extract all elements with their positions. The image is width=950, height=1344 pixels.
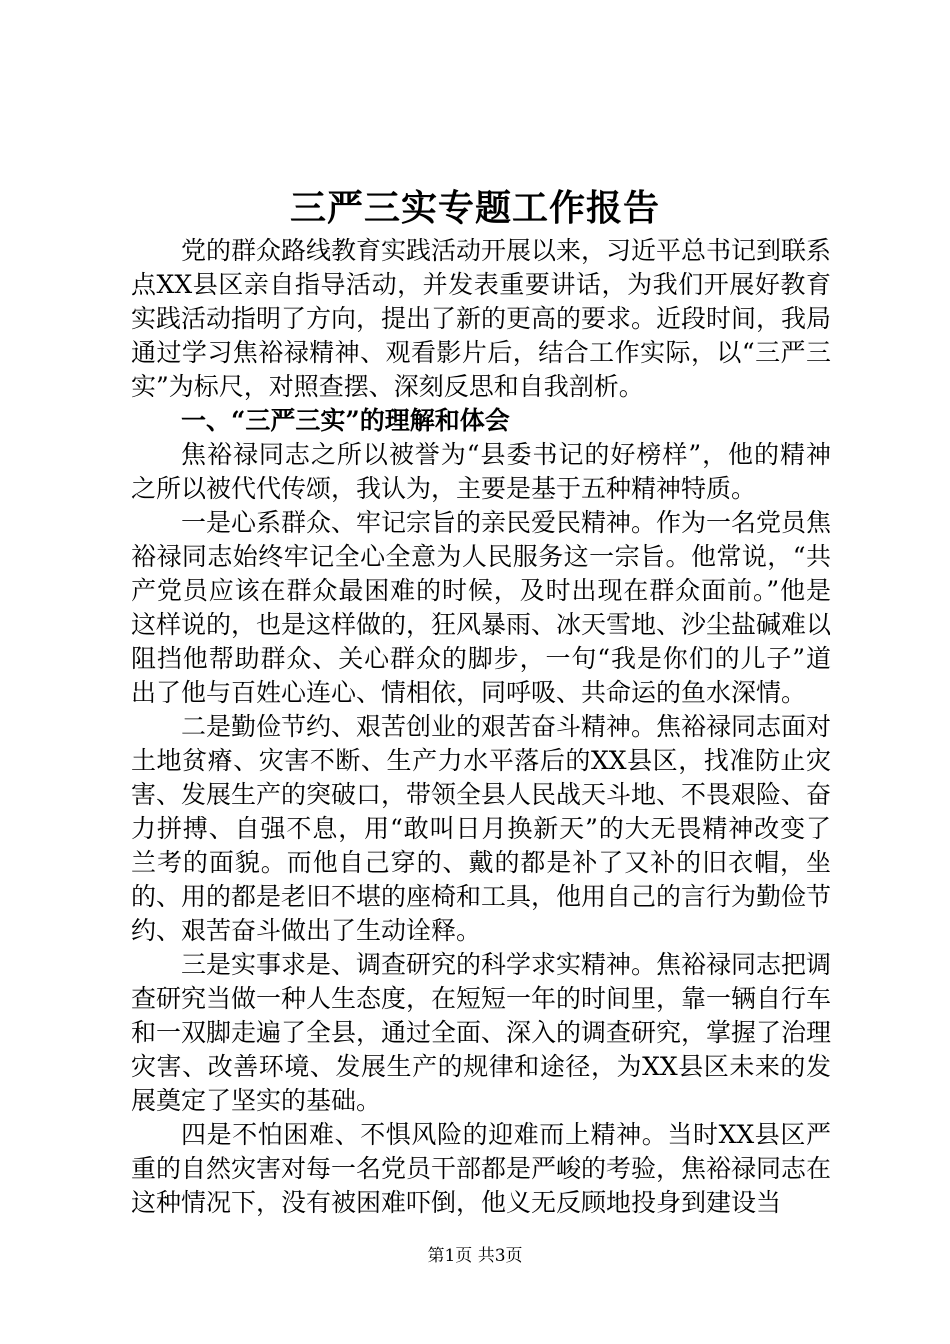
paragraph-point-1: 一是心系群众、牢记宗旨的亲民爱民精神。作为一名党员焦裕禄同志始终牢记全心全意为人民服务这一宗旨。他常说，“共产党员应该在群众最困难的时候，及时出现在群众面前。”他是这样说的，也是这样做的，狂风暴雨、冰天雪地、沙尘盐碱难以阻挡他帮助群众、关心群众的脚步，一句“我是你们的儿子”道出了他与百姓心连心、情相依，同呼吸、共命运的鱼水深情。 xyxy=(131,508,832,707)
paragraph-point-4: 四是不怕困难、不惧风险的迎难而上精神。当时XX县区严重的自然灾害对每一名党员干部都是严峻的考验，焦裕禄同志在这种情况下，没有被困难吓倒，他义无反顾地投身到建设当 xyxy=(131,1120,832,1217)
section-heading: 一、“三严三实”的理解和体会 xyxy=(181,406,510,435)
document-body xyxy=(131,234,831,1220)
paragraph-overview: 焦裕禄同志之所以被誉为“县委书记的好榜样”，他的精神之所以被代代传颂，我认为，主要是基于五种精神特质。 xyxy=(131,440,831,503)
page-footer: 第1页 共3页 xyxy=(427,1246,523,1266)
document-title: 三严三实专题工作报告 xyxy=(289,187,660,229)
paragraph-point-3: 三是实事求是、调查研究的科学求实精神。焦裕禄同志把调查研究当做一种人生态度，在短短一年的时间里，靠一辆自行车和一双脚走遍了全县，通过全面、深入的调查研究，掌握了治理灾害、改善环境、发展生产的规律和途径，为XX县区未来的发展奠定了坚实的基础。 xyxy=(131,950,832,1115)
paragraph-intro: 党的群众路线教育实践活动开展以来，习近平总书记到联系点XX县区亲自指导活动，并发表重要讲话，为我们开展好教育实践活动指明了方向，提出了新的更高的要求。近段时间，我局通过学习焦裕禄精神、观看影片后，结合工作实际，以“三严三实”为标尺，对照查摆、深刻反思和自我剖析。 xyxy=(131,236,832,401)
paragraph-point-2: 二是勤俭节约、艰苦创业的艰苦奋斗精神。焦裕禄同志面对土地贫瘠、灾害不断、生产力水平落后的XX县区，找准防止灾害、发展生产的突破口，带领全县人民战天斗地、不畏艰险、奋力拼搏、自强不息，用“敢叫日月换新天”的大无畏精神改变了兰考的面貌。而他自己穿的、戴的都是补了又补的旧衣帽，坐的、用的都是老旧不堪的座椅和工具，他用自己的言行为勤俭节约、艰苦奋斗做出了生动诠释。 xyxy=(131,712,832,945)
